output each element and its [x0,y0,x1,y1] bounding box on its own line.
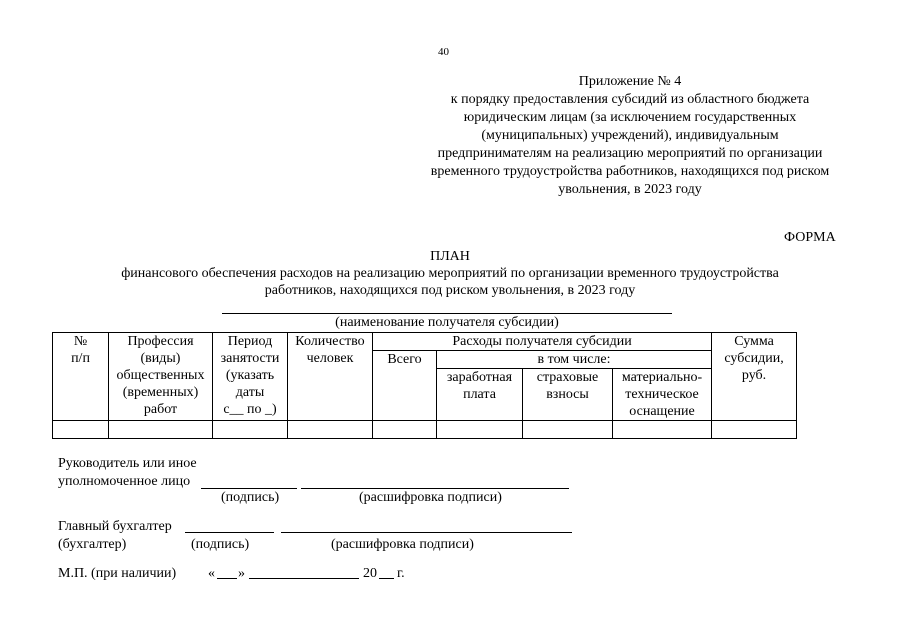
table-cell[interactable] [613,421,712,439]
stamp-label: М.П. (при наличии) [58,566,177,581]
accountant-label-1: Главный бухгалтер [58,519,172,534]
table-cell[interactable] [523,421,613,439]
title-line: финансового обеспечения расходов на реализацию мероприятий по организации временного трудоустройства [121,266,779,281]
header-sum: Сумма субсидии, руб. [712,333,797,421]
header-period: Период занятости (указать даты с__ по _) [213,333,288,421]
date-year-suffix: г. [397,566,405,581]
date-day-line[interactable] [217,578,237,579]
table-cell[interactable] [213,421,288,439]
recipient-fill-line[interactable] [222,313,672,314]
table-cell[interactable] [109,421,213,439]
header-expenses: Расходы получателя субсидии [373,333,712,351]
appendix-line: юридическим лицам (за исключением государственных [463,110,797,125]
recipient-caption: (наименование получателя субсидии) [335,315,559,330]
table-cell[interactable] [437,421,523,439]
title-line: работников, находящихся под риском увольнения, в 2023 году [264,283,636,298]
head-sign-caption: (подпись) [221,490,280,505]
date-year-line[interactable] [379,578,394,579]
appendix-line: (муниципальных) учреждений), индивидуальным [481,128,779,143]
date-year-prefix: 20 [363,566,377,581]
header-profession: Профессия (виды) общественных (временных) работ [109,333,213,421]
head-decode-caption: (расшифровка подписи) [359,490,502,505]
header-including: в том числе: [437,351,712,369]
appendix-line: Приложение № 4 [578,74,682,89]
table-row [53,421,797,439]
table-cell[interactable] [712,421,797,439]
document-title [40,248,860,299]
forma-label: ФОРМА [784,230,836,245]
table-cell[interactable] [53,421,109,439]
appendix-line: временного трудоустройства работников, находящихся под риском [430,164,830,179]
head-label-2: уполномоченное лицо [58,474,191,489]
appendix-line: увольнения, в 2023 году [558,182,702,197]
date-quote-open: « [208,566,215,581]
header-count: Количество человек [288,333,373,421]
appendix-line: к порядку предоставления субсидий из областного бюджета [450,92,810,107]
accountant-sign-line[interactable] [185,532,274,533]
accountant-decode-line[interactable] [281,532,572,533]
appendix-header [390,73,870,199]
date-month-line[interactable] [249,578,359,579]
header-salary: заработная плата [437,369,523,421]
title-heading: ПЛАН [430,249,470,264]
table-cell[interactable] [373,421,437,439]
header-material: материально- техническое оснащение [613,369,712,421]
header-total: Всего [373,351,437,421]
head-label-1: Руководитель или иное [58,456,197,471]
accountant-sign-caption: (подпись) [191,537,250,552]
table-cell[interactable] [288,421,373,439]
page-number: 40 [438,46,449,58]
accountant-decode-caption: (расшифровка подписи) [331,537,474,552]
date-quote-close: » [238,566,245,581]
plan-table [52,332,797,439]
header-insurance: страховые взносы [523,369,613,421]
accountant-label-2: (бухгалтер) [58,537,127,552]
header-num: № п/п [53,333,109,421]
appendix-line: предпринимателям на реализацию мероприятий по организации [437,146,823,161]
